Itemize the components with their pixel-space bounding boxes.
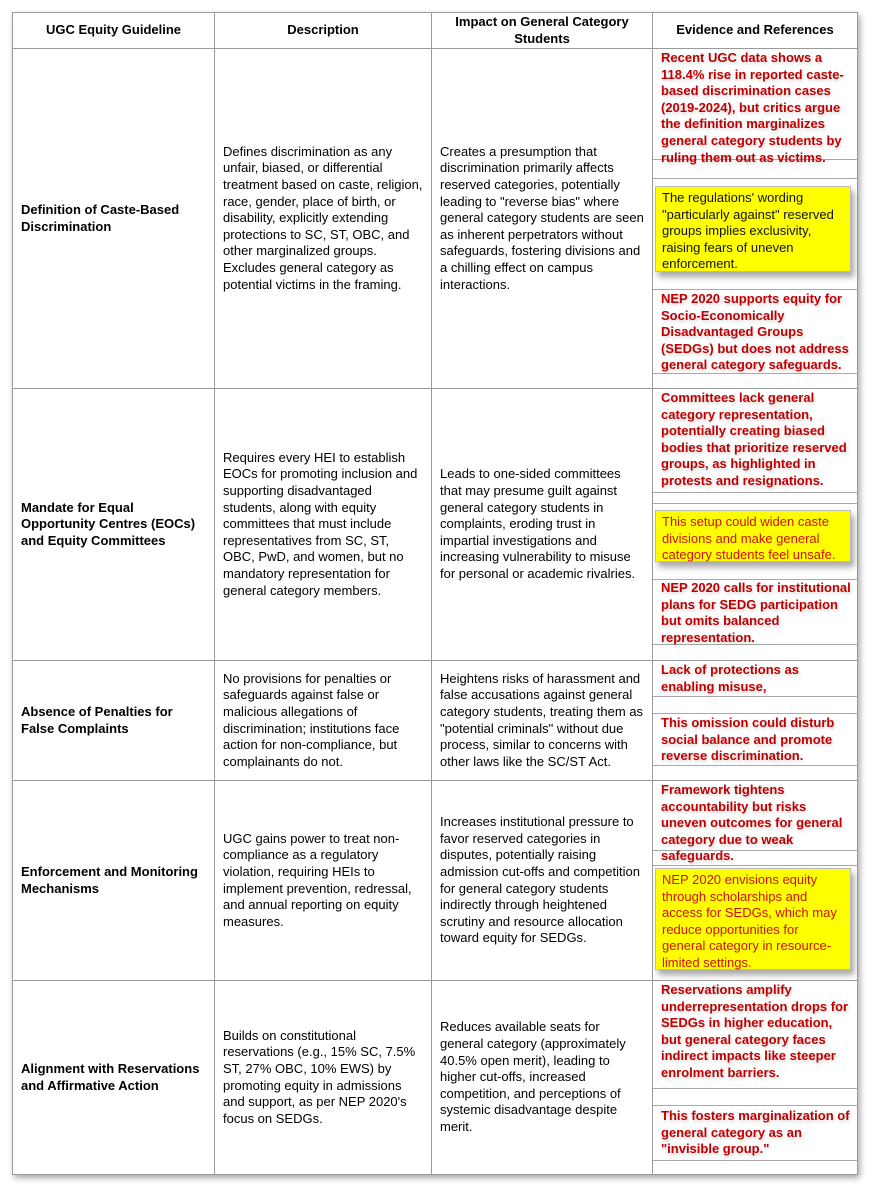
description-cell: No provisions for penalties or safeguards against false or malicious allegations of discrimination; institutions face action for non-compliance, but complainants do not. xyxy=(215,661,432,780)
evidence-note: Lack of protections as enabling misuse, xyxy=(653,661,857,697)
evidence-note: NEP 2020 supports equity for Socio-Economically Disadvantaged Groups (SEDGs) but does not address general category safeguards. xyxy=(653,290,857,374)
description-cell: UGC gains power to treat non-compliance as a regulatory violation, requiring HEIs to implement prevention, redressal, and annual reporting on equity measures. xyxy=(215,781,432,980)
evidence-note: This omission could disturb social balance and promote reverse discrimination. xyxy=(653,714,857,766)
evidence-note: This fosters marginalization of general category as an "invisible group." xyxy=(653,1107,857,1161)
divider xyxy=(653,851,857,866)
evidence-note: Framework tightens accountability but risks uneven outcomes for general category due to weak safeguards. xyxy=(653,781,857,851)
header-description: Description xyxy=(215,13,432,48)
highlighted-evidence-note: The regulations' wording "particularly against" reserved groups implies exclusivity, raising fears of uneven enforcement. xyxy=(655,186,851,272)
description-cell: Requires every HEI to establish EOCs for promoting inclusion and supporting disadvantaged students, along with equity committees that must include representatives from SC, ST, OBC, PwD, and women, but no mandatory representation for general category members. xyxy=(215,389,432,660)
divider xyxy=(653,561,857,580)
impact-cell: Leads to one-sided committees that may presume guilt against general category students in complaints, eroding trust in impartial investigations and increasing vulnerability to misuse for personal or academic rivalries. xyxy=(432,389,653,660)
evidence-note: Recent UGC data shows a 118.4% rise in reported caste-based discrimination cases (2019-2024), but critics argue the definition marginalizes general category students by ruling them out as victims. xyxy=(653,49,857,160)
table-header-row xyxy=(13,13,857,49)
impact-cell: Reduces available seats for general category (approximately 40.5% open merit), leading to higher cut-offs, increased competition, and perceptions of systemic disadvantage despite merit. xyxy=(432,981,653,1174)
table-row xyxy=(13,781,857,981)
impact-cell: Creates a presumption that discrimination primarily affects reserved categories, potentially leading to "reverse bias" where general category students are seen as inherent perpetrators without safeguards, fostering divisions and a chilling effect on campus interactions. xyxy=(432,49,653,388)
evidence-cell xyxy=(653,661,857,780)
guideline-cell: Definition of Caste-Based Discrimination xyxy=(13,49,215,388)
table-row xyxy=(13,661,857,781)
evidence-note: NEP 2020 calls for institutional plans for SEDG participation but omits balanced representation. xyxy=(653,579,857,645)
evidence-note: Reservations amplify underrepresentation drops for SEDGs in higher education, but general category faces indirect impacts like steeper enrolment barriers. xyxy=(653,981,857,1089)
divider xyxy=(653,271,857,290)
guideline-cell: Enforcement and Monitoring Mechanisms xyxy=(13,781,215,980)
evidence-cell xyxy=(653,49,857,388)
evidence-cell xyxy=(653,981,857,1174)
table-row xyxy=(13,49,857,389)
evidence-note: Committees lack general category representation, potentially creating biased bodies that prioritize reserved groups, as highlighted in protests and resignations. xyxy=(653,389,857,493)
guideline-cell: Mandate for Equal Opportunity Centres (EOCs) and Equity Committees xyxy=(13,389,215,660)
impact-cell: Heightens risks of harassment and false accusations against general category students, treating them as "potential criminals" without due process, similar to concerns with other laws like the SC/ST Act. xyxy=(432,661,653,780)
evidence-cell xyxy=(653,781,857,980)
description-cell: Defines discrimination as any unfair, biased, or differential treatment based on caste, religion, race, gender, place of birth, or disability, explicitly extending protections to SC, ST, OBC, and other marginalized groups. Excludes general category as potential victims in the framing. xyxy=(215,49,432,388)
header-impact: Impact on General Category Students xyxy=(432,13,653,48)
highlighted-evidence-note: This setup could widen caste divisions and make general category students feel unsafe. xyxy=(655,510,851,562)
divider xyxy=(653,697,857,714)
guideline-cell: Absence of Penalties for False Complaints xyxy=(13,661,215,780)
description-cell: Builds on constitutional reservations (e.g., 15% SC, 7.5% ST, 27% OBC, 10% EWS) by promoting equity in admissions and support, as per NEP 2020's focus on SEDGs. xyxy=(215,981,432,1174)
divider xyxy=(653,1089,857,1106)
table-row xyxy=(13,389,857,661)
highlighted-evidence-note: NEP 2020 envisions equity through scholarships and access for SEDGs, which may reduce opportunities for general category in resource-limited settings. xyxy=(655,868,851,970)
header-guideline: UGC Equity Guideline xyxy=(13,13,215,48)
header-evidence: Evidence and References xyxy=(676,22,834,38)
divider xyxy=(653,160,857,179)
impact-cell: Increases institutional pressure to favor reserved categories in disputes, potentially raising admission cut-offs and competition for general category students indirectly through heightened scrutiny and resource allocation toward equity for SEDGs. xyxy=(432,781,653,980)
table-row xyxy=(13,981,857,1174)
equity-guidelines-table xyxy=(12,12,858,1175)
evidence-cell xyxy=(653,389,857,660)
divider xyxy=(653,493,857,504)
guideline-cell: Alignment with Reservations and Affirmative Action xyxy=(13,981,215,1174)
